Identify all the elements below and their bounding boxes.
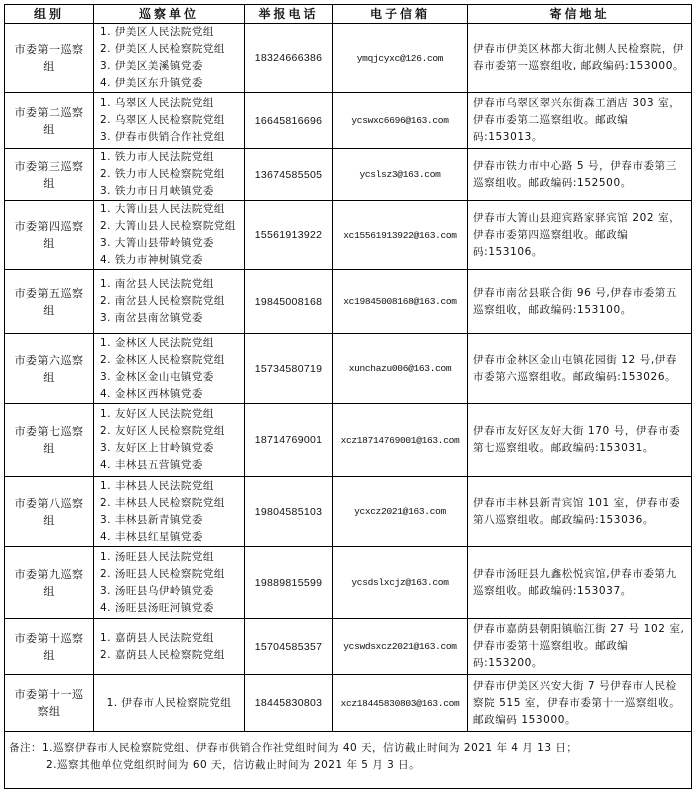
units-list [94, 477, 245, 547]
mail-address-text: 伊春市嘉荫县朝阳镇临江街 27 号 102 室,伊春市委第十巡察组收。邮政编码:153200。 [473, 623, 685, 669]
table-row [5, 619, 692, 675]
unit-item: 1. 嘉荫县人民法院党组 [100, 631, 214, 644]
group-name: 市委第三巡察组 [5, 149, 94, 201]
mail-address [468, 404, 692, 477]
group-name: 市委第十巡察组 [5, 619, 94, 675]
unit-item: 3. 金林区金山屯镇党委 [100, 370, 214, 383]
report-phone: 18324666386 [245, 24, 333, 93]
report-email: xcz18714769001@163.com [333, 404, 468, 477]
report-email: xunchazu006@163.com [333, 334, 468, 404]
group-name: 市委第四巡察组 [5, 201, 94, 270]
unit-item: 2. 南岔县人民检察院党组 [100, 295, 225, 307]
units-list [94, 404, 245, 477]
mail-address-text: 伊春市伊美区兴安大街 7 号伊春市人民检察院 515 室，伊春市委第十一巡察组收。邮政编码 153000。 [473, 679, 681, 726]
unit-item: 1. 南岔县人民法院党组 [100, 278, 214, 290]
report-phone: 15561913922 [245, 201, 333, 270]
unit-item: 1. 伊美区人民法院党组 [100, 26, 214, 38]
mail-address-text: 伊春市金林区金山屯镇花园街 12 号,伊春市委第六巡察组收。邮政编码:153026。 [473, 353, 677, 383]
mail-address [468, 201, 692, 270]
unit-item: 4. 丰林县红星镇党委 [100, 530, 203, 543]
unit-item: 3. 大箐山县带岭镇党委 [100, 237, 214, 249]
mail-address-text: 伊春市丰林县新青宾馆 101 室，伊春市委第八巡察组收。邮政编码:153036。 [473, 496, 681, 526]
unit-item: 3. 友好区上甘岭镇党委 [100, 442, 214, 454]
mail-address-text: 伊春市铁力市中心路 5 号，伊春市委第三巡察组收。邮政编码:152500。 [473, 159, 677, 189]
table-row [5, 149, 692, 201]
report-phone: 19804585103 [245, 477, 333, 547]
unit-item: 3. 伊美区美溪镇党委 [100, 60, 203, 72]
mail-address [468, 24, 692, 93]
header-address: 寄信地址 [468, 5, 692, 24]
group-name: 市委第六巡察组 [5, 334, 94, 404]
report-phone: 19845008168 [245, 270, 333, 334]
group-name: 市委第一巡察组 [5, 24, 94, 93]
unit-item: 4. 金林区西林镇党委 [100, 387, 203, 400]
header-email: 电子信箱 [333, 5, 468, 24]
mail-address-text: 伊春市南岔县联合街 96 号,伊春市委第五巡察组收，邮政编码:153100。 [473, 286, 677, 316]
table-row [5, 270, 692, 334]
report-phone: 15734580719 [245, 334, 333, 404]
unit-item: 1. 乌翠区人民法院党组 [100, 97, 214, 109]
table-row [5, 477, 692, 547]
mail-address-text: 伊春市伊美区林都大街北侧人民检察院，伊春市委第一巡察组收, 邮政编码:153000。 [473, 43, 685, 72]
unit-item: 4. 铁力市神树镇党委 [100, 254, 203, 266]
group-name: 市委第八巡察组 [5, 477, 94, 547]
table-row [5, 334, 692, 404]
report-phone: 19889815599 [245, 547, 333, 619]
group-name: 市委第二巡察组 [5, 93, 94, 149]
group-name: 市委第九巡察组 [5, 547, 94, 619]
table-row [5, 93, 692, 149]
mail-address [468, 93, 692, 149]
report-phone: 16645816696 [245, 93, 333, 149]
unit-item: 1. 丰林县人民法院党组 [100, 479, 214, 492]
table-row [5, 201, 692, 270]
report-email: xc15561913922@163.com [333, 201, 468, 270]
header-phone: 举报电话 [245, 5, 333, 24]
unit-item: 2. 友好区人民检察院党组 [100, 425, 225, 437]
mail-address [468, 270, 692, 334]
unit-item: 1. 大箐山县人民法院党组 [100, 203, 225, 215]
note-line-1: 备注：1.巡察伊春市人民检察院党组、伊春市供销合作社党组时间为 40 天，信访截止时间为 2021 年 4 月 13 日； [9, 742, 578, 754]
unit-item: 2. 伊美区人民检察院党组 [100, 43, 225, 55]
unit-item: 4. 汤旺县汤旺河镇党委 [100, 601, 214, 614]
mail-address-text: 伊春市大箐山县迎宾路家驿宾馆 202 室，伊春市委第四巡察组收。邮政编码:153106。 [473, 211, 681, 258]
unit-item: 1. 汤旺县人民法院党组 [100, 550, 214, 563]
mail-address-text: 伊春市汤旺县九鑫松悦宾馆,伊春市委第九巡察组收。邮政编码:153037。 [473, 567, 677, 597]
mail-address [468, 675, 692, 732]
unit-item: 2. 丰林县人民检察院党组 [100, 496, 225, 509]
unit-item: 1. 金林区人民法院党组 [100, 336, 214, 349]
header-units: 巡察单位 [94, 5, 245, 24]
mail-address [468, 547, 692, 619]
units-list [94, 675, 245, 732]
mail-address-text: 伊春市友好区友好大街 170 号，伊春市委第七巡察组收。邮政编码:153031。 [473, 425, 681, 454]
mail-address-text: 伊春市乌翠区翠兴东街森工酒店 303 室，伊春市委第二巡察组收。邮政编码:153013。 [473, 97, 681, 143]
report-email: ycswdsxcz2021@163.com [333, 619, 468, 675]
unit-item: 1. 伊春市人民检察院党组 [106, 696, 232, 709]
table-row [5, 547, 692, 619]
unit-item: 2. 铁力市人民检察院党组 [100, 168, 225, 180]
unit-item: 3. 南岔县南岔镇党委 [100, 312, 203, 324]
unit-item: 3. 汤旺县乌伊岭镇党委 [100, 584, 214, 597]
report-email: ycsdslxcjz@163.com [333, 547, 468, 619]
unit-item: 2. 金林区人民检察院党组 [100, 353, 225, 366]
group-name: 市委第十一巡察组 [5, 675, 94, 732]
report-email: xc19845008168@163.com [333, 270, 468, 334]
report-phone: 13674585505 [245, 149, 333, 201]
report-email: ymqjcyxc@126.com [333, 24, 468, 93]
group-name: 市委第七巡察组 [5, 404, 94, 477]
report-email: ycslsz3@163.com [333, 149, 468, 201]
unit-item: 4. 丰林县五营镇党委 [100, 459, 203, 471]
unit-item: 2. 大箐山县人民检察院党组 [100, 220, 236, 232]
unit-item: 3. 伊春市供销合作社党组 [100, 131, 225, 143]
units-list [94, 149, 245, 201]
report-email: xcz18445830803@163.com [333, 675, 468, 732]
mail-address [468, 149, 692, 201]
units-list [94, 619, 245, 675]
unit-item: 4. 伊美区东升镇党委 [100, 77, 203, 89]
unit-item: 2. 嘉荫县人民检察院党组 [100, 648, 225, 661]
unit-item: 1. 友好区人民法院党组 [100, 408, 214, 420]
table-row [5, 24, 692, 93]
mail-address [468, 619, 692, 675]
table-row [5, 404, 692, 477]
unit-item: 2. 乌翠区人民检察院党组 [100, 114, 225, 126]
report-phone: 18714769001 [245, 404, 333, 477]
units-list [94, 24, 245, 93]
report-phone: 18445830803 [245, 675, 333, 732]
unit-item: 2. 汤旺县人民检察院党组 [100, 567, 225, 580]
table-header-row [5, 5, 692, 24]
inspection-groups-table [4, 4, 692, 789]
unit-item: 3. 铁力市日月峡镇党委 [100, 185, 214, 197]
report-phone: 15704585357 [245, 619, 333, 675]
unit-item: 1. 铁力市人民法院党组 [100, 151, 214, 163]
unit-item: 3. 丰林县新青镇党委 [100, 513, 203, 526]
notes-row [5, 732, 692, 789]
mail-address [468, 334, 692, 404]
notes-cell [5, 732, 692, 789]
report-email: ycxcz2021@163.com [333, 477, 468, 547]
table-row [5, 675, 692, 732]
units-list [94, 334, 245, 404]
units-list [94, 93, 245, 149]
report-email: ycswxc6696@163.com [333, 93, 468, 149]
group-name: 市委第五巡察组 [5, 270, 94, 334]
mail-address [468, 477, 692, 547]
note-line-2: 2.巡察其他单位党组织时间为 60 天，信访截止时间为 2021 年 5 月 3 日。 [46, 759, 421, 771]
units-list [94, 270, 245, 334]
header-group: 组别 [5, 5, 94, 24]
units-list [94, 201, 245, 270]
units-list [94, 547, 245, 619]
